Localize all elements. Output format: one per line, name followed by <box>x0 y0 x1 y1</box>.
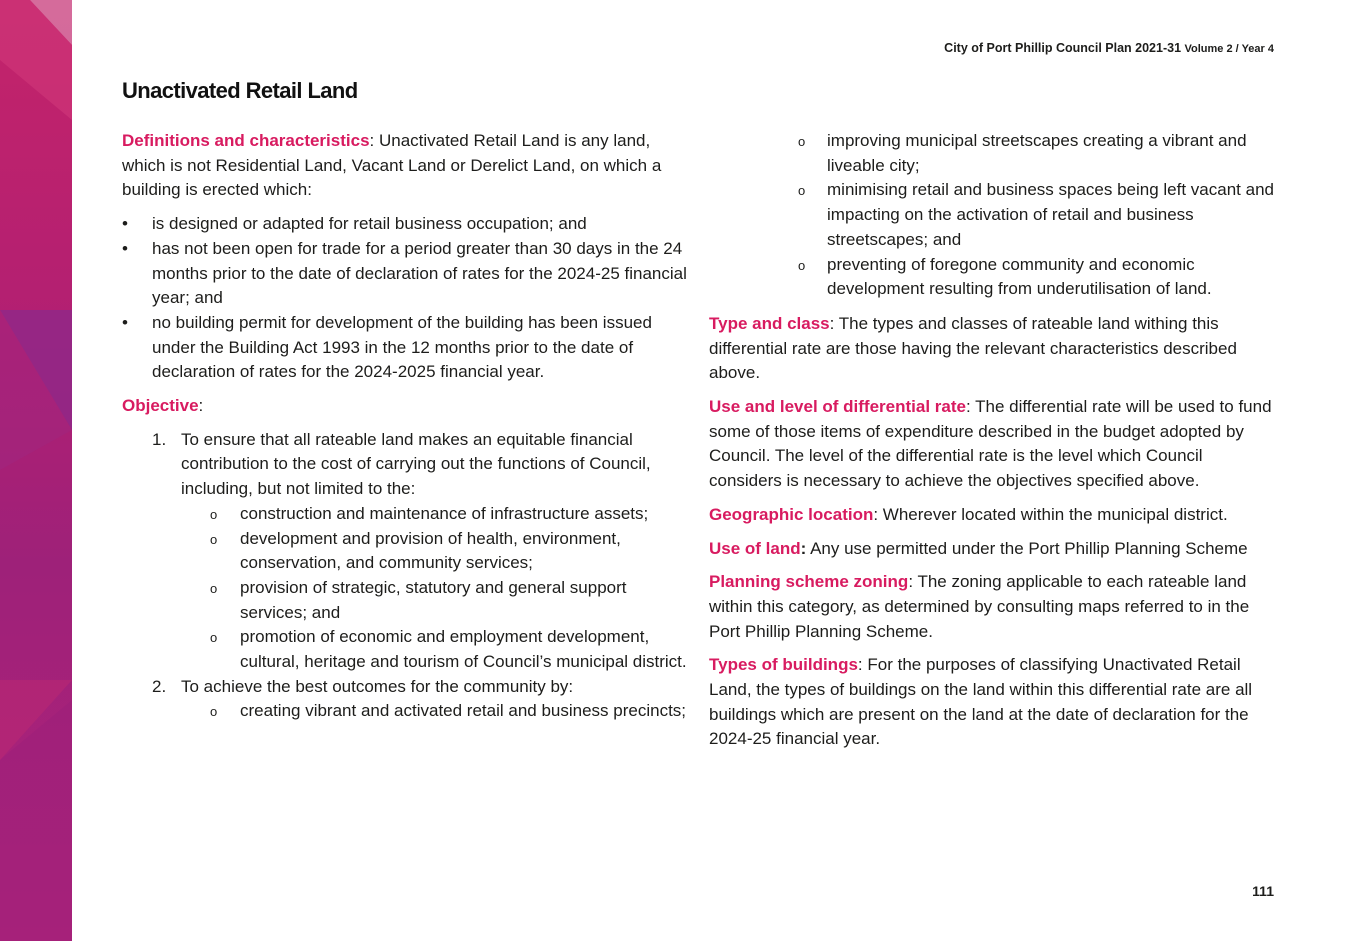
use-of-land-text: Any use permitted under the Port Phillip Planning Scheme <box>806 538 1248 558</box>
sub-list-item <box>181 527 687 576</box>
page-title: Unactivated Retail Land <box>122 78 358 103</box>
objective-item <box>122 428 687 675</box>
definitions-paragraph <box>122 129 687 203</box>
objective-sub-list <box>181 502 687 675</box>
list-item-text: is designed or adapted for retail business occupation; and <box>152 214 587 234</box>
sub-list-item <box>181 699 687 724</box>
sub-item-text: minimising retail and business spaces being left vacant and impacting on the activation of retail and business streetscapes; and <box>827 180 1274 249</box>
sub-item-text: development and provision of health, environment, conservation, and community services; <box>240 528 621 573</box>
use-of-land-colon: : <box>800 538 807 558</box>
objective-item-text: To ensure that all rateable land makes an equitable financial contribution to the cost of carrying out the functions of Council, including, but not limited to the: <box>181 429 651 499</box>
header-volume: Volume 2 / Year 4 <box>1184 43 1274 55</box>
list-item-text: has not been open for trade for a period greater than 30 days in the 24 months prior to the date of declaration of rates for the 2024-25 financial year; and <box>152 238 687 308</box>
circle-bullet-icon: o <box>798 257 806 273</box>
zoning-text: : The zoning applicable to each rateable land within this category, as determined by consulting maps referred to in the Port Phillip Planning Scheme. <box>709 572 1250 641</box>
sub-list-item <box>181 576 687 625</box>
circle-bullet-icon: o <box>798 183 806 199</box>
bullet-icon: • <box>122 214 128 234</box>
decorative-side-band <box>0 0 72 941</box>
sub-item-text: improving municipal streetscapes creating a vibrant and liveable city; <box>827 131 1247 175</box>
objective-colon: : <box>198 396 204 416</box>
buildings-paragraph <box>709 653 1279 752</box>
left-column <box>122 129 687 724</box>
geographic-location-paragraph <box>709 503 1279 528</box>
objective-list <box>122 428 687 724</box>
sub-list-item <box>181 625 687 674</box>
sub-item-text: provision of strategic, statutory and general support services; and <box>240 577 627 622</box>
use-level-text: : The differential rate will be used to fund some of those items of expenditure described in the budget adopted by Council. The level of the differential rate is the level which Council considers is necessary to achieve the objectives specified above. <box>709 397 1272 491</box>
type-class-text: : The types and classes of rateable land withing this differential rate are those having the relevant characteristics described above. <box>709 313 1237 383</box>
objective-item-text: To achieve the best outcomes for the community by: <box>181 676 574 696</box>
circle-bullet-icon: o <box>210 704 218 720</box>
objective-number: 2. <box>152 676 167 696</box>
use-level-paragraph <box>709 395 1279 494</box>
right-column <box>709 129 1279 761</box>
type-class-label: Type and class <box>709 313 830 333</box>
objective-item <box>122 675 687 724</box>
header-doc-title: City of Port Phillip Council Plan 2021-31 <box>944 41 1182 55</box>
circle-bullet-icon: o <box>210 630 218 646</box>
definitions-label: Definitions and characteristics <box>122 131 370 150</box>
zoning-paragraph <box>709 570 1279 644</box>
objective-heading <box>122 394 687 419</box>
objective-number: 1. <box>152 429 167 449</box>
use-of-land-paragraph <box>709 537 1279 562</box>
objective-sub-list <box>181 699 687 724</box>
definitions-text: : Unactivated Retail Land is any land, which is not Residential Land, Vacant Land or Derelict Land, on which a building is erected which: <box>122 131 662 200</box>
bullet-icon: • <box>122 238 128 258</box>
document-header <box>944 41 1274 55</box>
sub-list-item <box>709 178 1279 252</box>
zoning-label: Planning scheme zoning <box>709 572 909 592</box>
geographic-location-text: : Wherever located within the municipal district. <box>873 504 1228 524</box>
circle-bullet-icon: o <box>210 531 218 547</box>
circle-bullet-icon: o <box>798 134 806 149</box>
list-item-text: no building permit for development of the building has been issued under the Building Act 1993 in the 12 months prior to the date of declaration of rates for the 2024-2025 financial year. <box>152 312 652 382</box>
sub-list-item <box>709 253 1279 302</box>
objective-label: Objective <box>122 396 199 416</box>
side-band-pattern <box>0 0 72 941</box>
buildings-text: : For the purposes of classifying Unactivated Retail Land, the types of buildings on the land within this differential rate are all buildings which are present on the land at the date of declaration for the 2024-25 financial year. <box>709 655 1253 749</box>
sub-item-text: creating vibrant and activated retail and business precincts; <box>240 701 687 721</box>
geographic-location-label: Geographic location <box>709 504 874 524</box>
sub-item-text: construction and maintenance of infrastructure assets; <box>240 503 649 523</box>
circle-bullet-icon: o <box>210 506 218 522</box>
use-level-label: Use and level of differential rate <box>709 397 966 417</box>
sub-item-text: promotion of economic and employment development, cultural, heritage and tourism of Council’s municipal district. <box>240 627 687 672</box>
page-number: 111 <box>1252 883 1274 899</box>
sub-list-item <box>709 129 1279 178</box>
use-of-land-label: Use of land <box>709 538 801 558</box>
type-class-paragraph <box>709 312 1279 386</box>
sub-list-item <box>181 502 687 527</box>
circle-bullet-icon: o <box>210 580 218 596</box>
bullet-icon: • <box>122 312 128 332</box>
definitions-bullet-list <box>122 212 687 385</box>
objective-sub-list-continued <box>709 129 1279 302</box>
sub-item-text: preventing of foregone community and economic development resulting from underutilisation of land. <box>827 254 1212 299</box>
list-item <box>122 311 687 385</box>
buildings-label: Types of buildings <box>709 655 858 675</box>
list-item <box>122 212 687 237</box>
list-item <box>122 237 687 311</box>
